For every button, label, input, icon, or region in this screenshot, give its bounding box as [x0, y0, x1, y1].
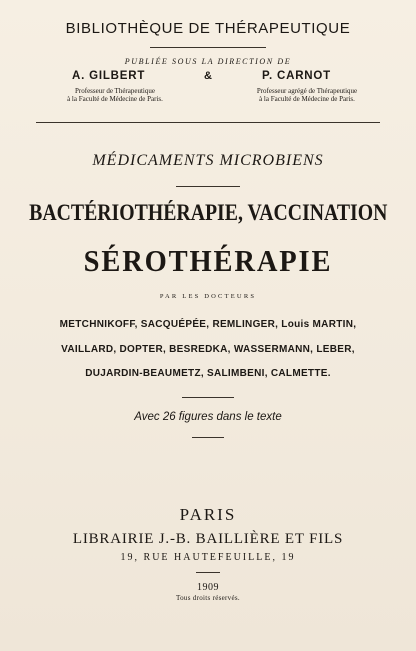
- figures-rule: [192, 437, 224, 438]
- director-2-title-line-2: à la Faculté de Médecine de Paris.: [259, 95, 355, 103]
- direction-line: PUBLIÉE SOUS LA DIRECTION DE: [124, 57, 292, 66]
- authors-rule: [182, 397, 234, 398]
- director-2-name: P. CARNOT: [262, 70, 331, 82]
- collection-rule: [176, 186, 240, 187]
- director-1-title-line-2: à la Faculté de Médecine de Paris.: [67, 95, 163, 103]
- director-2-title: [222, 87, 392, 103]
- director-2-title-line-1: Professeur agrégé de Thérapeutique: [256, 87, 358, 95]
- imprint-year: 1909: [197, 582, 219, 593]
- imprint-publisher: LIBRAIRIE J.-B. BAILLIÈRE ET FILS: [72, 531, 344, 547]
- main-title-line-2: SÉROTHÉRAPIE: [83, 243, 333, 278]
- director-1-name: A. GILBERT: [72, 70, 146, 82]
- header-rule: [36, 122, 380, 123]
- ampersand: &: [204, 70, 212, 82]
- figures-note: Avec 26 figures dans le texte: [134, 411, 282, 423]
- series-title: BIBLIOTHÈQUE DE THÉRAPEUTIQUE: [65, 20, 351, 37]
- main-title-line-1: BACTÉRIOTHÉRAPIE, VACCINATION: [29, 200, 388, 225]
- author-line-2: VAILLARD, DOPTER, BESREDKA, WASSERMANN, LEBER,: [61, 344, 355, 355]
- director-1-title: [30, 87, 200, 103]
- address-rule: [196, 572, 220, 573]
- by-line: PAR LES DOCTEURS: [159, 293, 257, 300]
- series-title-rule: [150, 47, 266, 48]
- author-line-1: METCHNIKOFF, SACQUÉPÉE, REMLINGER, Louis MARTIN,: [59, 319, 357, 330]
- author-line-3: DUJARDIN-BEAUMETZ, SALIMBENI, CALMETTE.: [85, 368, 331, 379]
- imprint-rights: Tous droits réservés.: [176, 594, 240, 602]
- director-1-title-line-1: Professeur de Thérapeutique: [75, 87, 155, 95]
- imprint-address: 19, RUE HAUTEFEUILLE, 19: [120, 552, 296, 563]
- imprint-city: PARIS: [179, 505, 237, 524]
- collection-title: MÉDICAMENTS MICROBIENS: [92, 152, 324, 169]
